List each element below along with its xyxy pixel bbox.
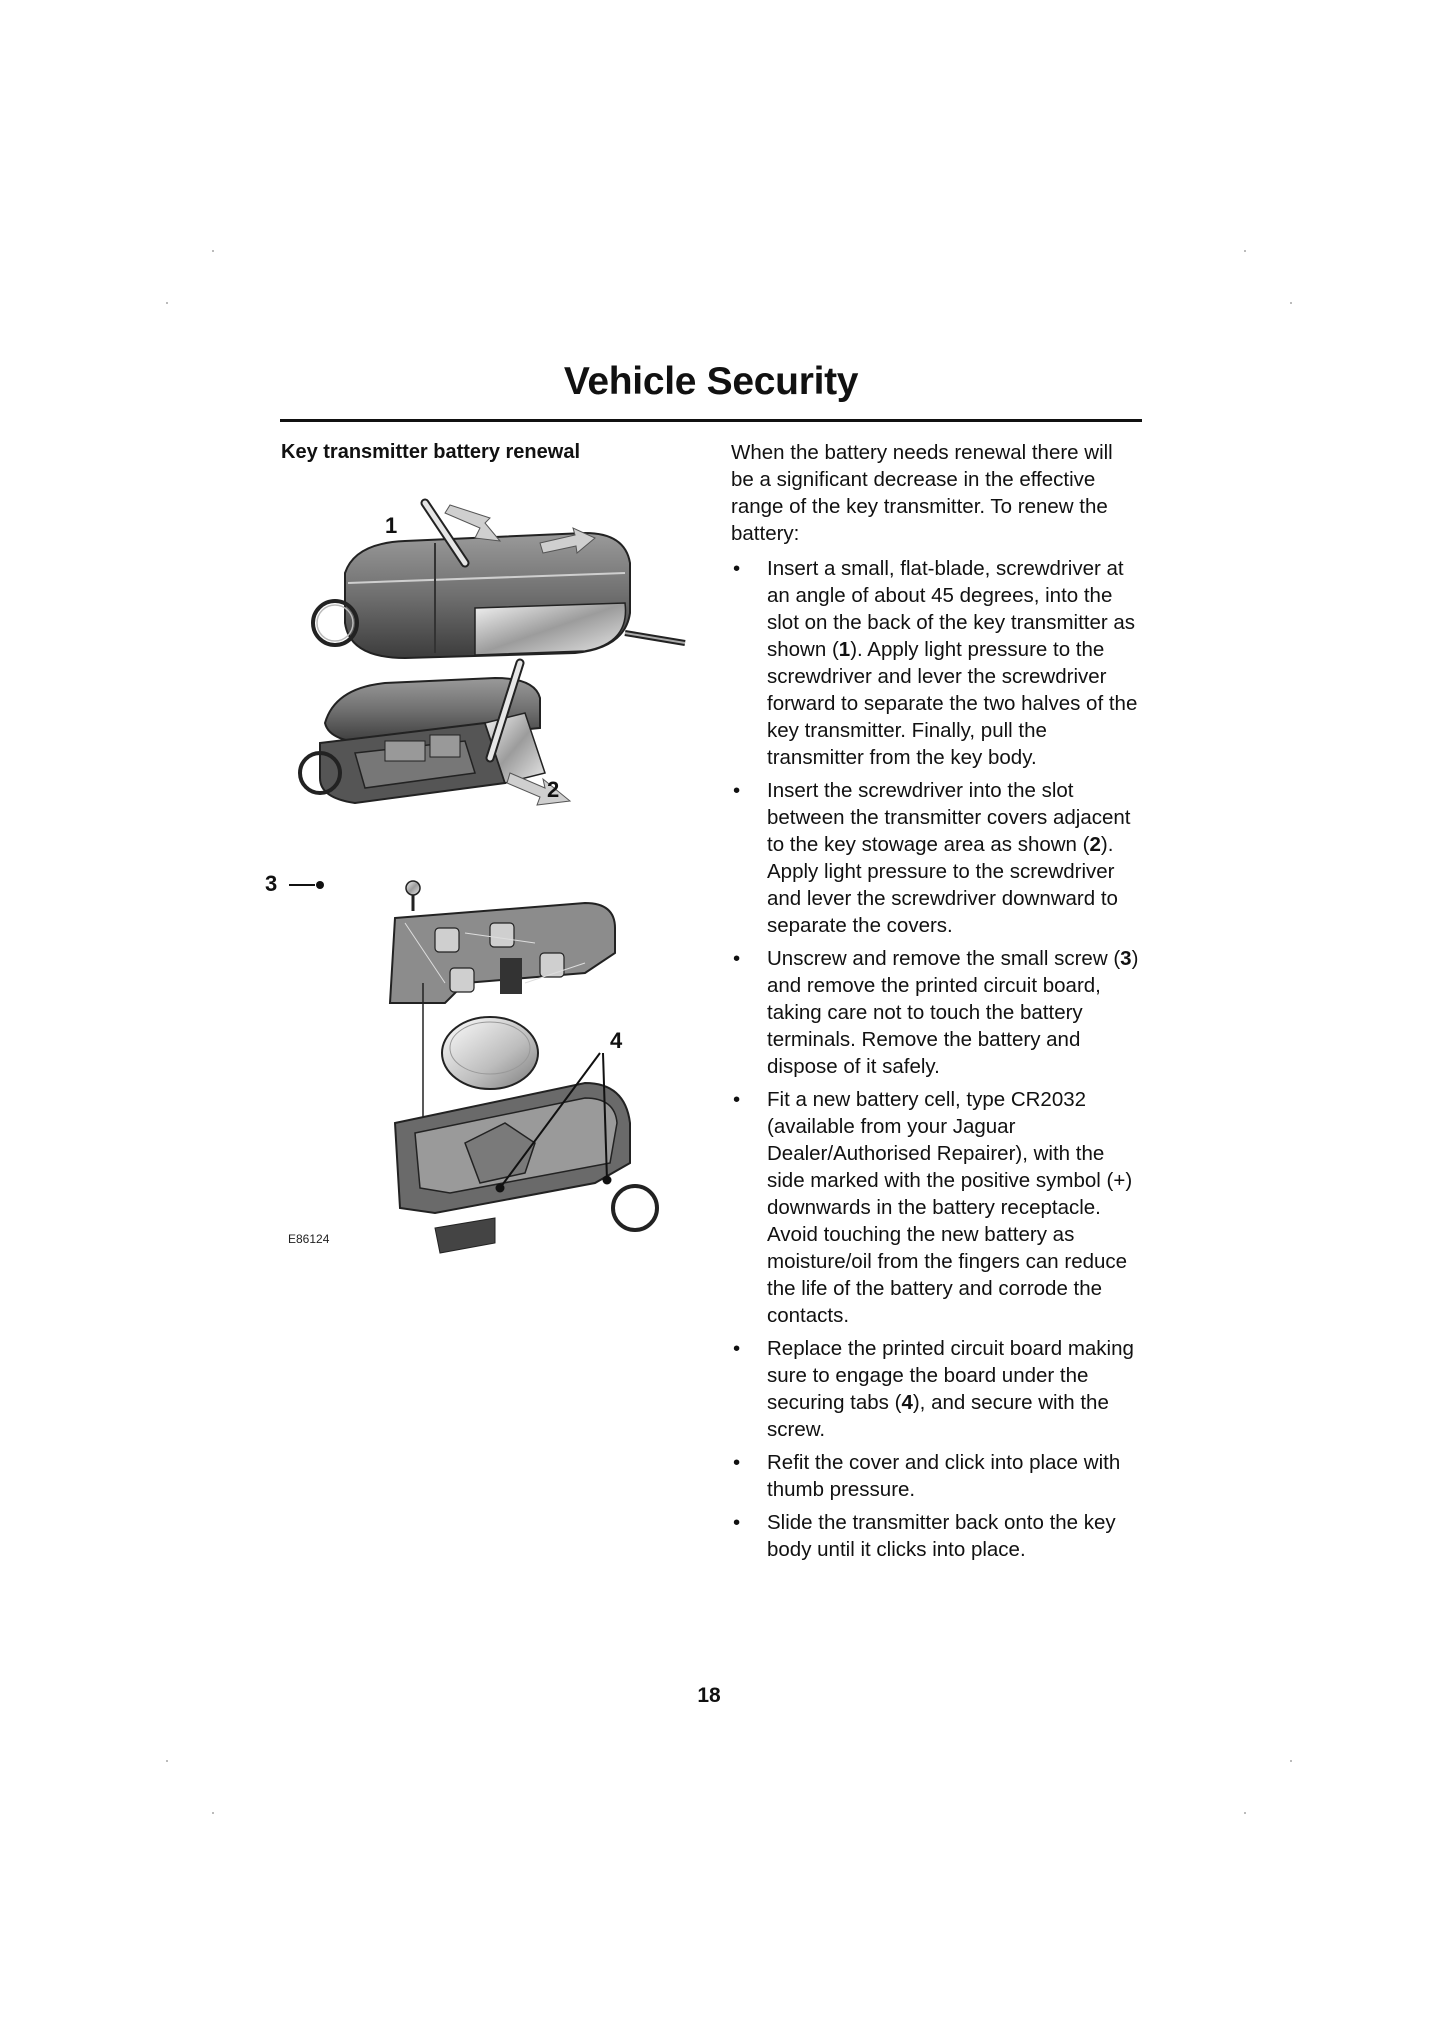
step-ref: 2: [1089, 833, 1101, 856]
bullet-icon: •: [733, 1088, 741, 1111]
crop-mark: [212, 250, 214, 252]
title-rule: [280, 419, 1142, 422]
step-ref: 1: [838, 638, 851, 661]
list-item: • Insert a small, flat-blade, screwdriver at an angle of about 45 degrees, into the slot on the back of the key transmitter as shown (1). Apply light pressure to the screwdriver and lever the screwdriver forward to separate the two halves of the key transmitter. Finally, pull the transmitter from the key body.: [733, 557, 1138, 769]
page-number: 18: [697, 1684, 721, 1707]
step-2-open-transmitter: [300, 663, 570, 805]
callout-2: 2: [547, 777, 560, 802]
list-item: • Fit a new battery cell, type CR2032 (available from your Jaguar Dealer/Authorised Repairer), with the side marked with the positive symbol (+) downwards in the battery receptacle. Avoid touching the new battery as moisture/oil from the fingers can reduce the life of the battery and corrode the contacts.: [733, 1088, 1133, 1327]
list-item: • Slide the transmitter back onto the key body until it clicks into place.: [733, 1511, 1116, 1561]
figure-code: E86124: [288, 1232, 330, 1246]
callout-3: 3: [265, 871, 278, 896]
crop-mark: [1244, 1812, 1246, 1814]
step-3-circuit-board: [265, 871, 615, 1123]
bullet-icon: •: [733, 1511, 741, 1534]
bullet-icon: •: [733, 1451, 741, 1474]
list-item: • Insert the screwdriver into the slot between the transmitter covers adjacent to the key stowage area as shown (2). Apply light pressure to the screwdriver and lever the screwdriver downward to separate the covers.: [733, 779, 1131, 937]
callout-4: 4: [610, 1028, 623, 1053]
crop-mark: [166, 1760, 168, 1762]
step-4-battery-receptacle: [395, 1017, 657, 1253]
body-text: [731, 439, 1141, 1569]
callout-1: 1: [385, 513, 398, 538]
crop-mark: [1244, 250, 1246, 252]
intro-paragraph: When the battery needs renewal there will be a significant decrease in the effective range of the key transmitter. To renew the battery:: [731, 441, 1113, 545]
bullet-icon: •: [733, 779, 741, 802]
bullet-icon: •: [733, 557, 741, 580]
list-item: • Replace the printed circuit board making sure to engage the board under the securing tabs (4), and secure with the screw.: [733, 1337, 1134, 1441]
crop-mark: [166, 302, 168, 304]
crop-mark: [1290, 302, 1292, 304]
key-transmitter-illustration: [265, 483, 685, 1263]
step-ref: 4: [901, 1391, 913, 1414]
bullet-icon: •: [733, 947, 741, 970]
crop-mark: [212, 1812, 214, 1814]
bullet-icon: •: [733, 1337, 741, 1360]
step-1-key-fob: [313, 503, 685, 658]
page-title: Vehicle Security: [563, 360, 859, 403]
crop-mark: [1290, 1760, 1292, 1762]
steps-list: [731, 555, 1141, 1563]
section-heading: Key transmitter battery renewal: [281, 441, 581, 463]
step-ref: 3: [1120, 947, 1132, 970]
list-item: • Refit the cover and click into place with thumb pressure.: [733, 1451, 1121, 1501]
list-item: • Unscrew and remove the small screw (3) and remove the printed circuit board, taking care not to touch the battery terminals. Remove the battery and dispose of it safely.: [733, 947, 1139, 1078]
